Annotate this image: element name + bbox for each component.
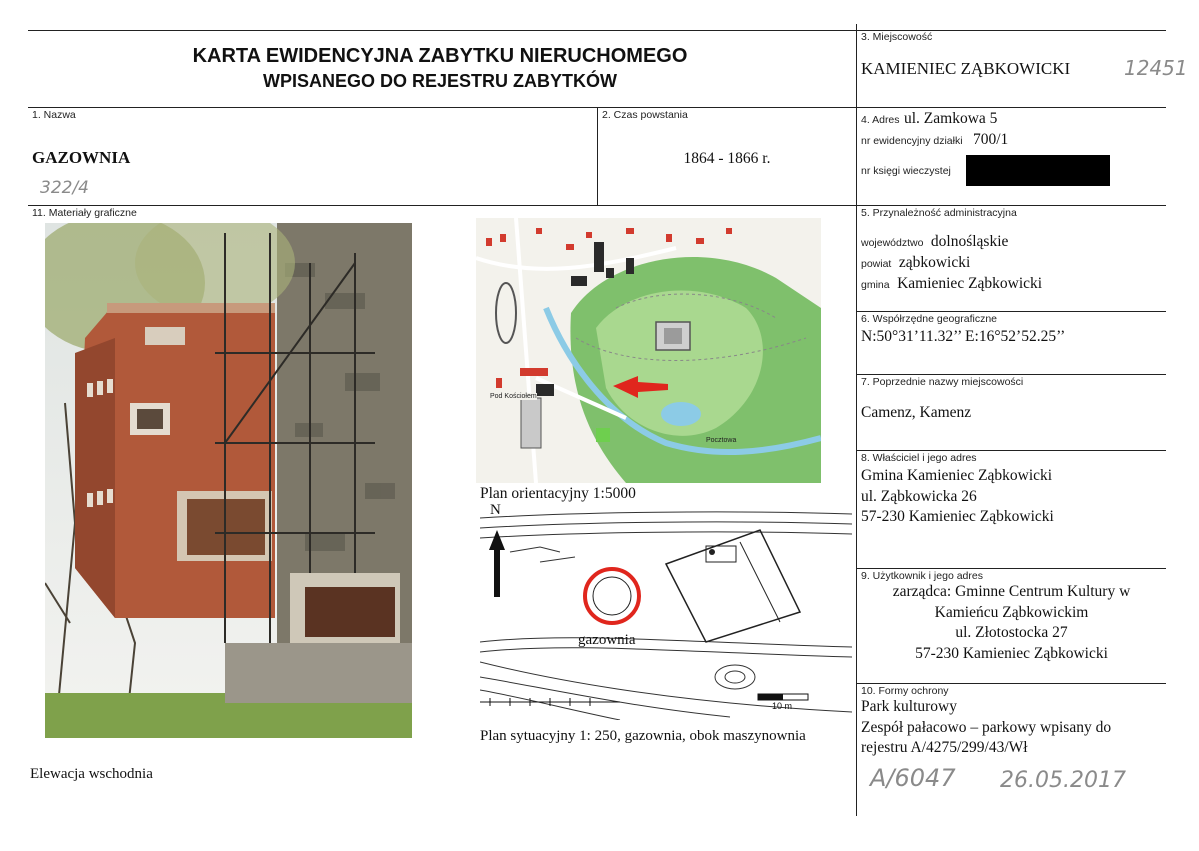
- gasworks-label: gazownia: [578, 632, 636, 648]
- county-label: powiat: [861, 258, 892, 270]
- parcel-row: [861, 131, 1008, 149]
- column-divider-right: [856, 24, 857, 816]
- former-names-label: 7. Poprzednie nazwy miejscowości: [861, 376, 1024, 388]
- right-divider-4: [856, 205, 1166, 206]
- date-label: 2. Czas powstania: [602, 109, 688, 121]
- map-label-church: Pod Kościołem: [490, 393, 537, 400]
- user-line: 57-230 Kamieniec Ząbkowicki: [915, 644, 1108, 662]
- site-plan-caption: Plan sytuacyjny 1: 250, gazownia, obok maszynownia: [480, 728, 806, 744]
- card-title-line-1: KARTA EWIDENCYJNA ZABYTKU NIERUCHOMEGO: [192, 45, 688, 67]
- orientation-map: [476, 218, 821, 483]
- name-handwritten-number: 322/4: [40, 178, 89, 198]
- right-divider-5: [856, 311, 1166, 312]
- protection-line: rejestru A/4275/299/43/Wł: [861, 739, 1028, 756]
- land-register-redaction: [966, 155, 1110, 186]
- user-label: 9. Użytkownik i jego adres: [861, 570, 983, 582]
- row-divider-2: [28, 205, 857, 206]
- parcel-value: 700/1: [973, 131, 1009, 148]
- protection-line: Zespół pałacowo – parkowy wpisany do: [861, 718, 1112, 736]
- east-elevation-photo: [45, 223, 412, 738]
- right-divider-6: [856, 374, 1166, 375]
- orientation-map-caption: Plan orientacyjny 1:5000: [480, 485, 636, 502]
- locality-value: KAMIENIEC ZĄBKOWICKI: [861, 59, 1071, 78]
- owner-line: ul. Ząbkowicka 26: [861, 487, 977, 505]
- top-border: [28, 30, 1166, 31]
- name-label: 1. Nazwa: [32, 109, 76, 121]
- commune-value: Kamieniec Ząbkowicki: [897, 275, 1043, 292]
- north-label: N: [490, 502, 501, 518]
- former-names-value: Camenz, Kamenz: [861, 404, 972, 421]
- address-label: 4. Adres: [861, 114, 900, 126]
- voivodeship-label: województwo: [861, 237, 924, 249]
- site-plan: [480, 502, 852, 720]
- administrative-label: 5. Przynależność administracyjna: [861, 207, 1017, 219]
- right-divider-8: [856, 568, 1166, 569]
- owner-line: Gmina Kamieniec Ząbkowicki: [861, 467, 1053, 484]
- owner-address: [861, 466, 1054, 528]
- voivodeship-value: dolnośląskie: [930, 233, 1009, 250]
- graphics-label: 11. Materiały graficzne: [32, 207, 137, 219]
- user-line: ul. Złotostocka 27: [955, 624, 1068, 641]
- protection-line: Park kulturowy: [861, 698, 958, 715]
- user-address: [857, 582, 1166, 664]
- card-title: [110, 44, 770, 94]
- commune-label: gmina: [861, 279, 890, 291]
- address-row: [861, 110, 997, 128]
- photo-caption: Elewacja wschodnia: [30, 766, 153, 782]
- handwritten-date: 26.05.2017: [1000, 768, 1126, 793]
- right-divider-9: [856, 683, 1166, 684]
- county-row: [861, 254, 970, 272]
- coordinates-label: 6. Współrzędne geograficzne: [861, 313, 997, 325]
- parcel-label: nr ewidencyjny działki: [861, 135, 963, 147]
- card-title-line-2: WPISANEGO DO REJESTRU ZABYTKÓW: [262, 71, 617, 91]
- user-line: Kamieńcu Ząbkowickim: [934, 603, 1089, 621]
- commune-row: [861, 275, 1042, 293]
- address-value: ul. Zamkowa 5: [903, 110, 998, 127]
- land-register-label: nr księgi wieczystej: [861, 165, 951, 177]
- handwritten-register-number: A/6047: [870, 764, 956, 792]
- coordinates-value: N:50°31’11.32’’ E:16°52’52.25’’: [861, 328, 1066, 345]
- name-value: GAZOWNIA: [32, 148, 131, 167]
- owner-label: 8. Właściciel i jego adres: [861, 452, 977, 464]
- user-line: zarządca: Gminne Centrum Kultury w: [892, 583, 1131, 600]
- voivodeship-row: [861, 233, 1008, 251]
- date-value: 1864 - 1866 r.: [683, 150, 771, 167]
- protection-label: 10. Formy ochrony: [861, 685, 949, 697]
- map-label-street: Pocztowa: [706, 437, 737, 444]
- locality-label: 3. Miejscowość: [861, 31, 933, 43]
- owner-line: 57-230 Kamieniec Ząbkowicki: [861, 508, 1054, 525]
- county-value: ząbkowicki: [898, 254, 971, 271]
- scale-label: 10 m: [772, 701, 793, 711]
- locality-handwritten-number: 12451: [1124, 56, 1188, 80]
- right-divider-7: [856, 450, 1166, 451]
- protection-forms: [861, 697, 1111, 759]
